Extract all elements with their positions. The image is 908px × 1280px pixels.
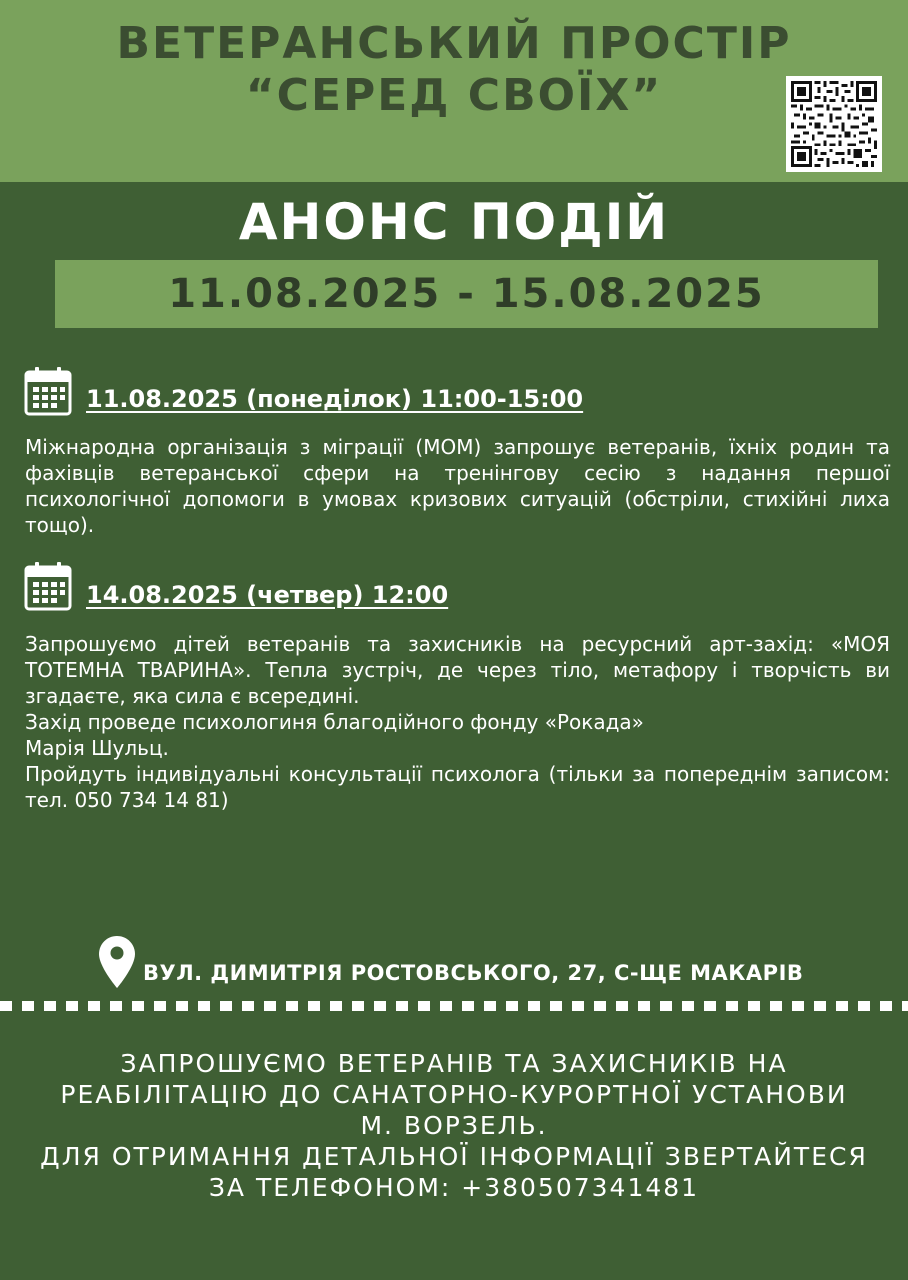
- event-2-description: [25, 631, 890, 813]
- location-pin-icon: [98, 935, 136, 989]
- dotted-divider: [0, 1001, 908, 1011]
- event-1-paragraph: Міжнародна організація з міграції (МОМ) запрошує ветеранів, їхніх родин та фахівців ветеранської сфери на тренінгову сесію з надання першої психологічної допомоги в умовах кризових ситуацій (обстріли, стихійні лиха тощо).: [25, 435, 890, 537]
- event-1-description: [25, 434, 890, 538]
- event-2-paragraph-1: Запрошуємо дітей ветеранів та захисників на ресурсний арт-захід: «МОЯ ТОТЕМНА ТВАРИНА». Тепла зустріч, де через тіло, метафору і творчість ви згадаєте, яка сила є всередині.: [25, 632, 890, 708]
- footer-invitation: [0, 1048, 908, 1203]
- footer-phone-line: ЗА ТЕЛЕФОНОМ: +380507341481: [208, 1173, 700, 1202]
- event-2-paragraph-3: Марія Шульц.: [25, 736, 169, 760]
- event-1-heading: 11.08.2025 (понеділок) 11:00-15:00: [86, 385, 584, 413]
- calendar-icon: [24, 366, 72, 416]
- calendar-icon: [24, 561, 72, 611]
- space-title: [0, 18, 908, 122]
- footer-line: ЗАПРОШУЄМО ВЕТЕРАНІВ ТА ЗАХИСНИКІВ НА: [120, 1049, 788, 1078]
- space-title-line2: “СЕРЕД СВОЇХ”: [245, 70, 663, 121]
- event-2-paragraph-2: Захід проведе психологиня благодійного фонду «Рокада»: [25, 710, 644, 734]
- footer-line: РЕАБІЛІТАЦІЮ ДО САНАТОРНО-КУРОРТНОЇ УСТАНОВИ: [60, 1080, 848, 1109]
- event-address: ВУЛ. ДИМИТРІЯ РОСТОВСЬКОГО, 27, С-ЩЕ МАКАРІВ: [143, 961, 804, 985]
- qr-code-icon[interactable]: [786, 76, 882, 172]
- footer-line: ДЛЯ ОТРИМАННЯ ДЕТАЛЬНОЇ ІНФОРМАЦІЇ ЗВЕРТАЙТЕСЯ: [40, 1142, 868, 1171]
- announcement-title: АНОНС ПОДІЙ: [238, 193, 670, 251]
- space-title-line1: ВЕТЕРАНСЬКИЙ ПРОСТІР: [116, 18, 792, 69]
- event-2-heading: 14.08.2025 (четвер) 12:00: [86, 581, 449, 609]
- footer-line: М. ВОРЗЕЛЬ.: [360, 1111, 548, 1140]
- event-2-paragraph-4: Пройдуть індивідуальні консультації психолога (тільки за попереднім записом: тел. 050 734 14 81): [25, 762, 890, 812]
- announcement-period: 11.08.2025 - 15.08.2025: [55, 260, 878, 328]
